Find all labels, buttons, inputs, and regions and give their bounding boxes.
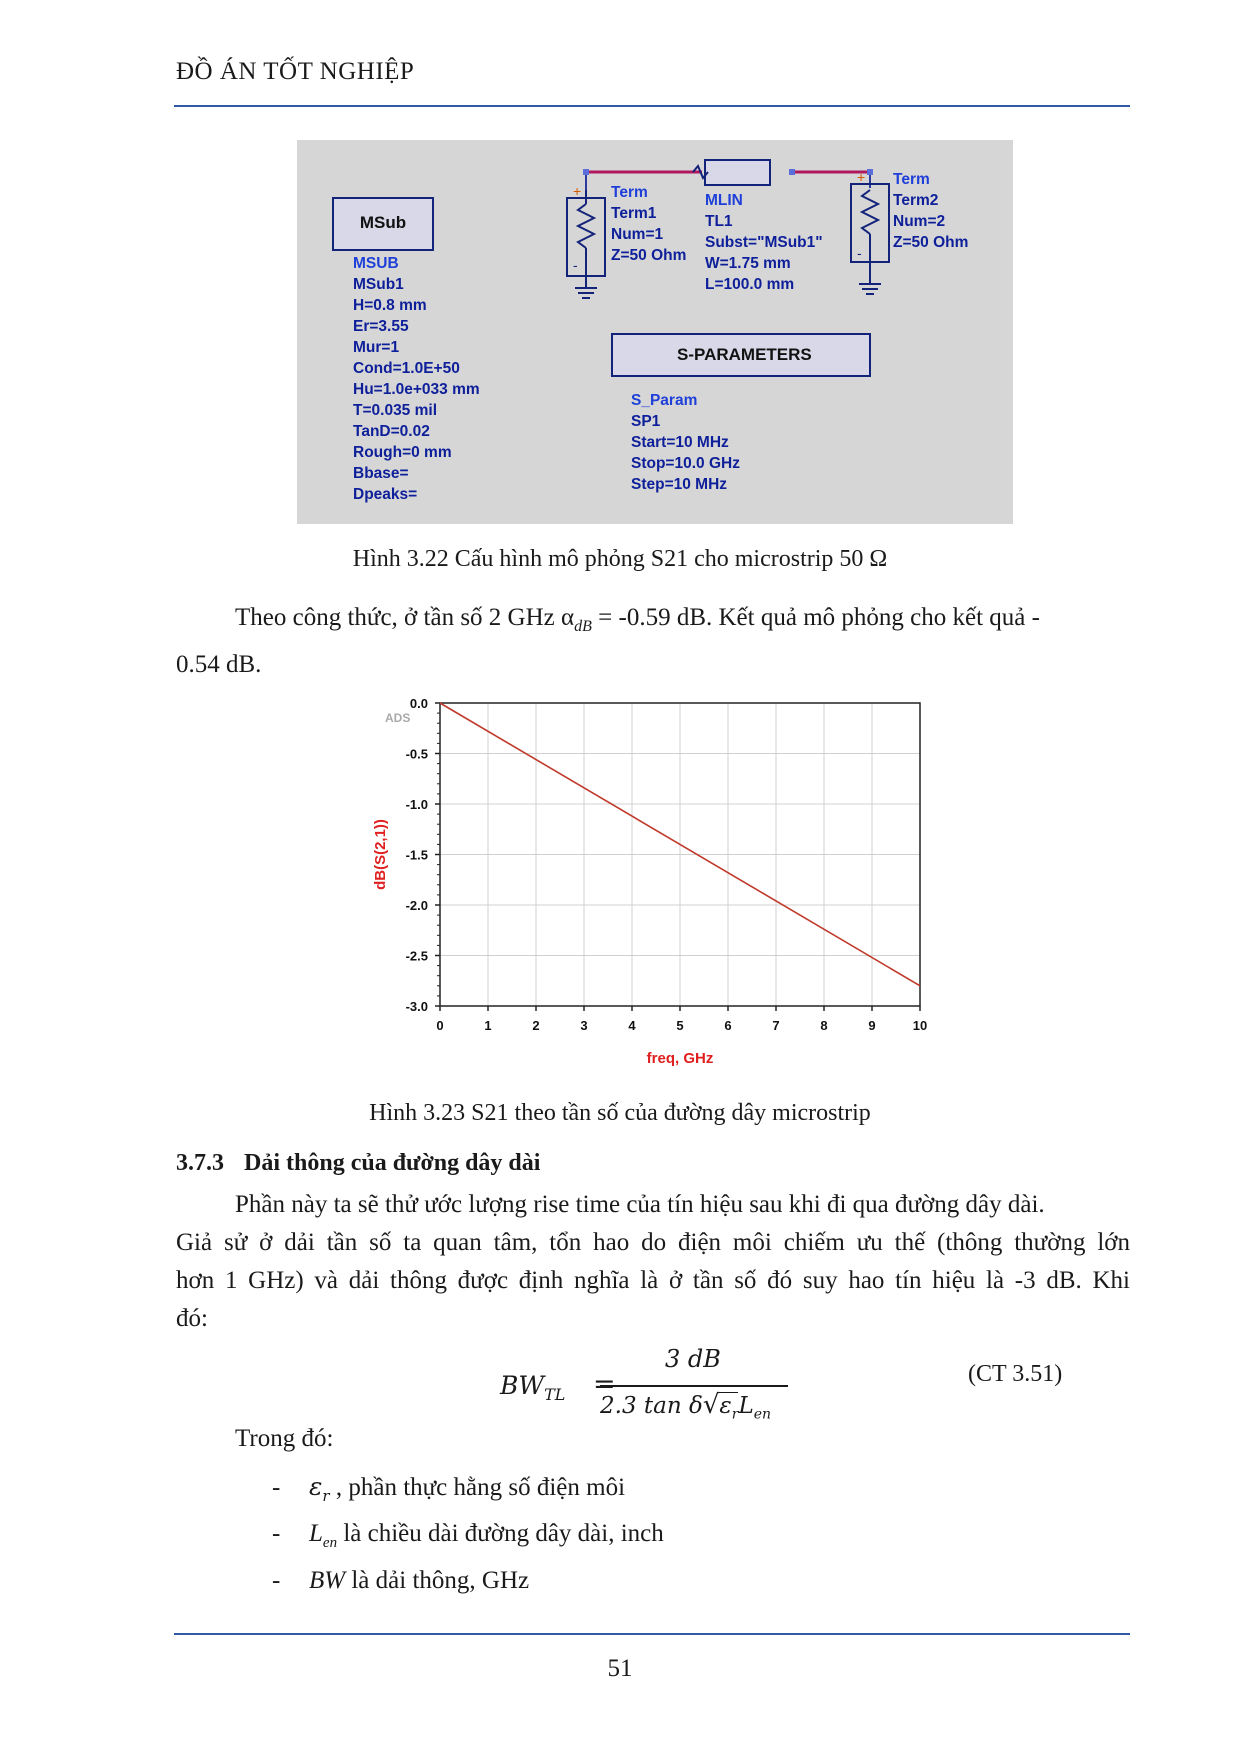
formula-equals: = [593, 1369, 616, 1400]
term2-param: Z=50 Ohm [893, 234, 969, 251]
msub-param: MSUB [353, 255, 399, 272]
msub-param: Dpeaks= [353, 486, 418, 503]
term2-param: Num=2 [893, 213, 946, 230]
mlin-param: TL1 [705, 213, 733, 230]
msub-param: Hu=1.0e+033 mm [353, 381, 480, 398]
term1-param: Term [611, 184, 648, 201]
mlin-params[interactable] [705, 190, 823, 295]
header-title: ĐỒ ÁN TỐT NGHIỆP [176, 58, 415, 85]
mlin-symbol [705, 160, 770, 185]
y-tick-label: 0.0 [409, 696, 428, 711]
ads-watermark: ADS [385, 711, 411, 725]
sqrt-body [719, 1392, 739, 1423]
x-tick-label: 6 [724, 1018, 732, 1033]
sparam-param: Stop=10.0 GHz [631, 455, 740, 472]
sqrt-icon: √ [702, 1390, 720, 1420]
x-axis-label: freq, GHz [646, 1050, 714, 1067]
term2-param: Term2 [893, 192, 939, 209]
msub-component[interactable] [332, 197, 434, 251]
term1-param: Num=1 [611, 226, 664, 243]
msub-param: H=0.8 mm [353, 297, 427, 314]
svg-text:+: + [573, 183, 582, 199]
figure-caption-3-22: Hình 3.22 Cấu hình mô phỏng S21 cho microstrip 50 Ω [352, 546, 888, 572]
schematic-figure [297, 140, 1013, 524]
formula-len-sub: en [753, 1406, 772, 1423]
mlin-param: Subst="MSub1" [705, 234, 823, 251]
svg-text:+: + [857, 169, 866, 185]
x-tick-label: 5 [676, 1018, 684, 1033]
definition-item [272, 1468, 664, 1515]
formula-len: L [738, 1393, 754, 1419]
paragraph-1-line-2: 0.54 dB. [176, 651, 262, 678]
section-number: 3.7.3 [176, 1150, 224, 1176]
paragraph-2-line: Giả sử ở dải tần số ta quan tâm, tổn hao do điện môi chiếm ưu thế (thông thường lớn [176, 1229, 1130, 1256]
definition-item [272, 1562, 664, 1606]
x-tick-label: 1 [484, 1018, 492, 1033]
def-sub: r [322, 1487, 330, 1505]
formula-numerator: 3 dB [665, 1345, 721, 1373]
msub-param: Rough=0 mm [353, 444, 452, 461]
y-tick-label: -0.5 [405, 746, 428, 762]
msub-param: Cond=1.0E+50 [353, 360, 460, 377]
formula-ct-3-51 [500, 1345, 800, 1425]
definition-item [272, 1515, 664, 1562]
sparam-component[interactable] [611, 333, 871, 377]
y-tick-label: -2.0 [405, 898, 428, 913]
term1-param: Term1 [611, 205, 657, 222]
y-tick-label: -3.0 [405, 999, 428, 1014]
msub-box-label: MSub [359, 213, 407, 232]
msub-param: TanD=0.02 [353, 423, 430, 440]
paragraph-2-line: Phần này ta sẽ thử ước lượng rise time của tín hiệu sau khi đi qua đường dây dài. [235, 1191, 1045, 1218]
def-text: , phần thực hằng số điện môi [329, 1474, 626, 1501]
mlin-param: MLIN [705, 192, 743, 209]
term2-params[interactable] [893, 169, 968, 253]
list-dash: - [272, 1520, 281, 1547]
paragraph-2-line: đó: [176, 1305, 208, 1332]
alpha-subscript: dB [574, 618, 592, 635]
msub-param: Mur=1 [353, 339, 400, 356]
msub-param: T=0.035 mil [353, 402, 438, 419]
paragraph-1-line-1 [176, 599, 1130, 646]
paragraph-2 [176, 1186, 1130, 1338]
sparam-param: Step=10 MHz [631, 476, 728, 493]
footer-rule [174, 1633, 1130, 1635]
formula-bw: BW [500, 1371, 545, 1400]
formula-eps: ε [719, 1393, 732, 1419]
list-dash: - [272, 1567, 281, 1594]
y-axis-label: dB(S(2,1)) [372, 819, 389, 890]
formula-bw-sub: TL [544, 1385, 566, 1404]
page-number: 51 [607, 1655, 633, 1682]
def-sub: en [322, 1535, 338, 1551]
x-tick-label: 8 [820, 1018, 828, 1033]
sparam-param: S_Param [631, 392, 698, 409]
def-symbol: L [309, 1520, 323, 1547]
x-tick-label: 4 [628, 1018, 636, 1033]
term2-param: Term [893, 171, 930, 188]
msub-params [353, 253, 480, 505]
svg-text:-: - [573, 257, 578, 273]
paragraph-2-line: hơn 1 GHz) và dải thông được định nghĩa là ở tần số đó suy hao tín hiệu là -3 dB. Khi [176, 1267, 1130, 1294]
paragraph-1 [176, 599, 1130, 684]
s21-chart [355, 695, 955, 1080]
def-symbol: BW [309, 1567, 346, 1594]
svg-text:-: - [857, 245, 862, 261]
mlin-param: W=1.75 mm [705, 255, 791, 272]
sparam-box-label: S-PARAMETERS [677, 345, 812, 364]
def-text: là chiều dài đường dây dài, inch [337, 1520, 664, 1547]
def-text: là dải thông, GHz [345, 1567, 530, 1594]
where-label: Trong đó: [235, 1425, 334, 1452]
term1-params[interactable] [611, 182, 686, 266]
x-tick-label: 9 [868, 1018, 876, 1033]
def-symbol: ε [309, 1472, 323, 1501]
fraction-bar [600, 1385, 788, 1387]
sparam-param: SP1 [631, 413, 661, 430]
term1-symbol [567, 183, 605, 298]
sparam-params [631, 390, 740, 495]
y-tick-label: -1.5 [405, 847, 428, 863]
x-tick-label: 0 [436, 1018, 444, 1033]
x-tick-label: 2 [532, 1018, 540, 1033]
x-tick-label: 10 [912, 1018, 928, 1033]
alpha-symbol: α [561, 604, 575, 631]
figure-caption-3-23: Hình 3.23 S21 theo tần số của đường dây microstrip [369, 1100, 871, 1126]
msub-param: Er=3.55 [353, 318, 409, 335]
mlin-param: L=100.0 mm [705, 276, 795, 293]
formula-number: (CT 3.51) [968, 1361, 1063, 1387]
section-title: Dải thông của đường dây dài [244, 1150, 541, 1176]
text-run: Theo công thức, ở tần số 2 GHz [235, 604, 562, 631]
x-tick-label: 7 [772, 1018, 780, 1033]
x-tick-label: 3 [580, 1018, 588, 1033]
definitions-list [272, 1468, 664, 1606]
section-heading [176, 1150, 540, 1177]
formula-denominator [600, 1390, 771, 1423]
msub-param: MSub1 [353, 276, 404, 293]
formula-den-coef: 2.3 tan δ [600, 1393, 703, 1419]
sparam-param: Start=10 MHz [631, 434, 729, 451]
header-rule [174, 105, 1130, 107]
y-tick-label: -2.5 [405, 948, 428, 964]
list-dash: - [272, 1474, 281, 1501]
y-tick-label: -1.0 [405, 797, 428, 812]
term1-param: Z=50 Ohm [611, 247, 687, 264]
text-run: = -0.59 dB. Kết quả mô phỏng cho kết quả - [591, 604, 1040, 631]
formula-lhs [500, 1371, 565, 1404]
msub-param: Bbase= [353, 465, 409, 482]
formula-eps-sub: r [731, 1406, 739, 1423]
